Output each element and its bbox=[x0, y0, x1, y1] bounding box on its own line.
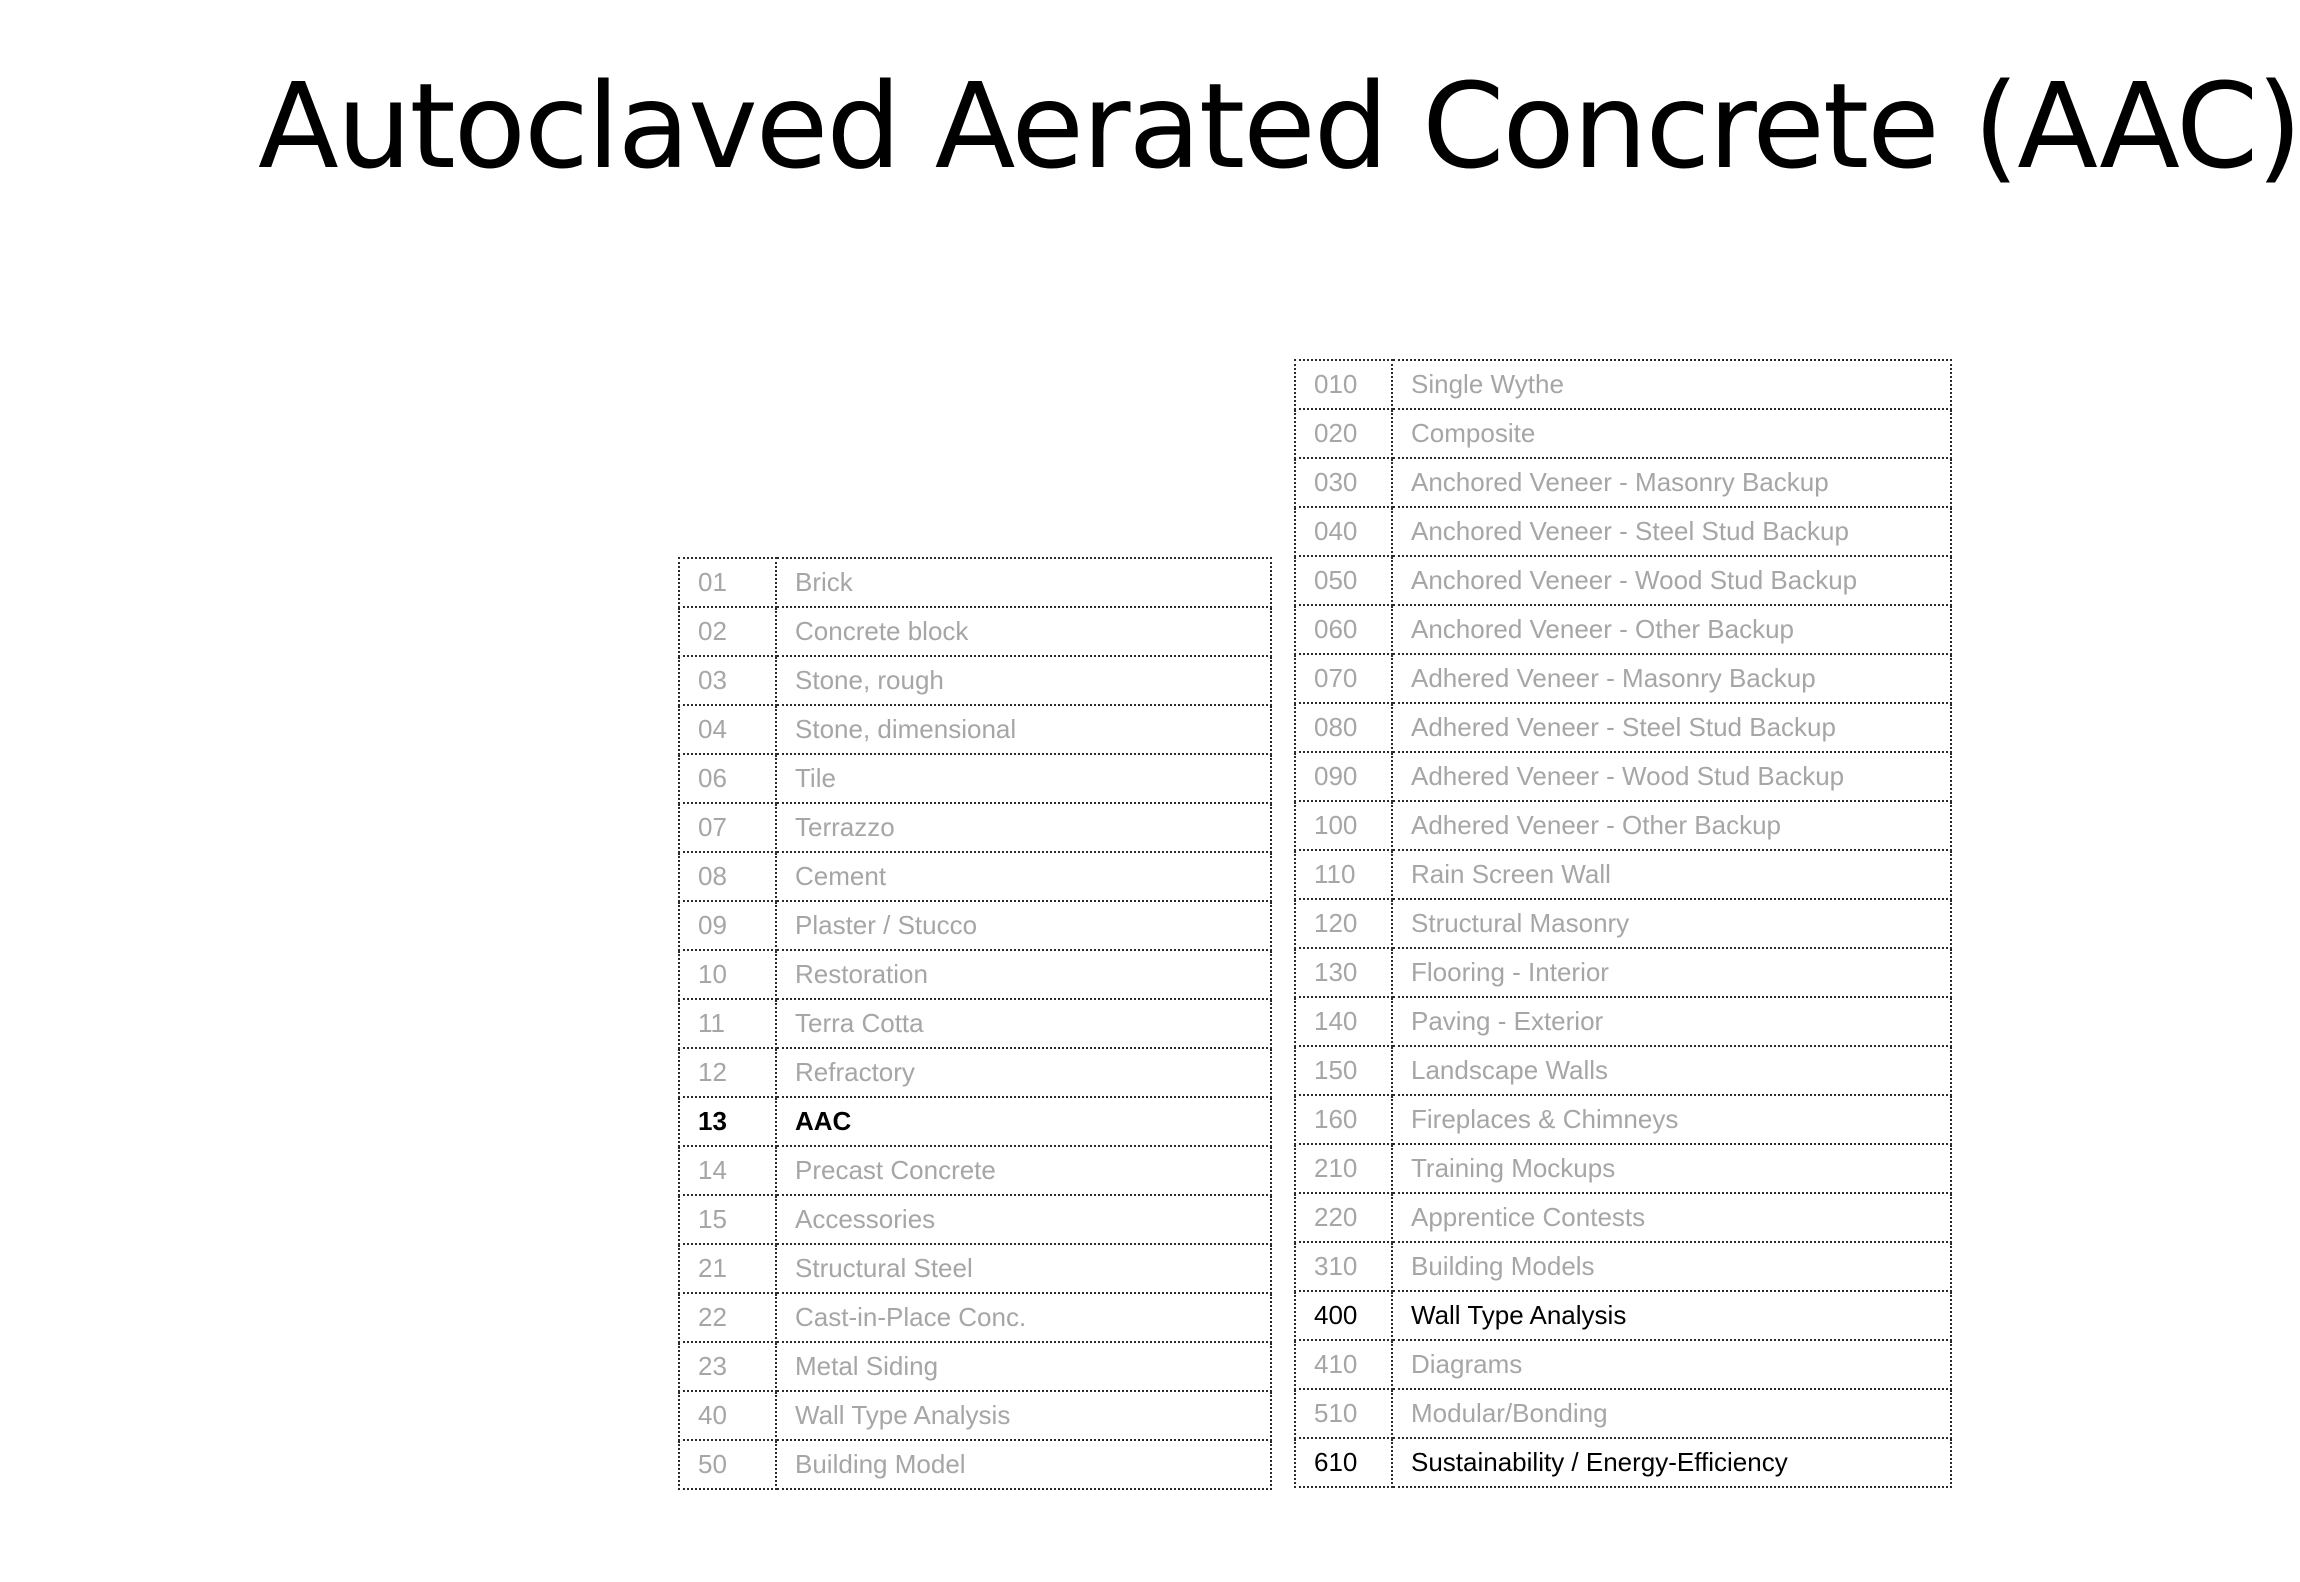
subcategory-row-code: 070 bbox=[1295, 654, 1392, 703]
category-row-label: Wall Type Analysis bbox=[776, 1391, 1271, 1440]
subcategory-row-label: Flooring - Interior bbox=[1392, 948, 1951, 997]
category-row-label: Cast-in-Place Conc. bbox=[776, 1293, 1271, 1342]
category-table bbox=[678, 557, 1272, 1490]
subcategory-row[interactable] bbox=[1295, 752, 1951, 801]
category-row[interactable] bbox=[679, 803, 1271, 852]
subcategory-row-code: 140 bbox=[1295, 997, 1392, 1046]
category-row-code: 50 bbox=[679, 1440, 776, 1489]
subcategory-row-code: 090 bbox=[1295, 752, 1392, 801]
subcategory-table-body bbox=[1295, 360, 1951, 1487]
subcategory-row-code: 130 bbox=[1295, 948, 1392, 997]
subcategory-row-code: 310 bbox=[1295, 1242, 1392, 1291]
subcategory-table bbox=[1294, 359, 1952, 1488]
subcategory-row-code: 050 bbox=[1295, 556, 1392, 605]
subcategory-row-code: 010 bbox=[1295, 360, 1392, 409]
category-row[interactable] bbox=[679, 1146, 1271, 1195]
subcategory-row-label: Building Models bbox=[1392, 1242, 1951, 1291]
category-row-code: 06 bbox=[679, 754, 776, 803]
category-row-label: Restoration bbox=[776, 950, 1271, 999]
category-row[interactable] bbox=[679, 1244, 1271, 1293]
category-row[interactable] bbox=[679, 901, 1271, 950]
subcategory-row-label: Rain Screen Wall bbox=[1392, 850, 1951, 899]
subcategory-row-label: Apprentice Contests bbox=[1392, 1193, 1951, 1242]
subcategory-row-label: Adhered Veneer - Steel Stud Backup bbox=[1392, 703, 1951, 752]
category-table-body bbox=[679, 558, 1271, 1489]
subcategory-row[interactable] bbox=[1295, 703, 1951, 752]
subcategory-row[interactable] bbox=[1295, 360, 1951, 409]
subcategory-row-label: Composite bbox=[1392, 409, 1951, 458]
subcategory-row-code: 510 bbox=[1295, 1389, 1392, 1438]
subcategory-row-code: 020 bbox=[1295, 409, 1392, 458]
subcategory-row[interactable] bbox=[1295, 1291, 1951, 1340]
subcategory-row-code: 060 bbox=[1295, 605, 1392, 654]
subcategory-row-label: Sustainability / Energy-Efficiency bbox=[1392, 1438, 1951, 1487]
subcategory-row[interactable] bbox=[1295, 801, 1951, 850]
subcategory-row-code: 410 bbox=[1295, 1340, 1392, 1389]
subcategory-row-label: Training Mockups bbox=[1392, 1144, 1951, 1193]
subcategory-row-label: Anchored Veneer - Wood Stud Backup bbox=[1392, 556, 1951, 605]
category-row[interactable] bbox=[679, 1097, 1271, 1146]
subcategory-row[interactable] bbox=[1295, 409, 1951, 458]
category-row-code: 23 bbox=[679, 1342, 776, 1391]
category-row-code: 09 bbox=[679, 901, 776, 950]
subcategory-row-label: Diagrams bbox=[1392, 1340, 1951, 1389]
category-row-label: Terrazzo bbox=[776, 803, 1271, 852]
subcategory-row-code: 400 bbox=[1295, 1291, 1392, 1340]
category-row[interactable] bbox=[679, 1391, 1271, 1440]
category-row-code: 21 bbox=[679, 1244, 776, 1293]
subcategory-row-code: 110 bbox=[1295, 850, 1392, 899]
subcategory-row-label: Adhered Veneer - Masonry Backup bbox=[1392, 654, 1951, 703]
subcategory-row[interactable] bbox=[1295, 1438, 1951, 1487]
subcategory-row[interactable] bbox=[1295, 997, 1951, 1046]
subcategory-row[interactable] bbox=[1295, 507, 1951, 556]
category-row-code: 11 bbox=[679, 999, 776, 1048]
category-row-label: Brick bbox=[776, 558, 1271, 607]
category-row-code: 22 bbox=[679, 1293, 776, 1342]
subcategory-row-code: 100 bbox=[1295, 801, 1392, 850]
subcategory-row[interactable] bbox=[1295, 899, 1951, 948]
category-row-code: 14 bbox=[679, 1146, 776, 1195]
subcategory-row[interactable] bbox=[1295, 1144, 1951, 1193]
category-row[interactable] bbox=[679, 1048, 1271, 1097]
subcategory-row-label: Paving - Exterior bbox=[1392, 997, 1951, 1046]
category-row-label: Terra Cotta bbox=[776, 999, 1271, 1048]
subcategory-row[interactable] bbox=[1295, 605, 1951, 654]
page-title: Autoclaved Aerated Concrete (AAC) bbox=[258, 57, 2300, 195]
subcategory-row[interactable] bbox=[1295, 1193, 1951, 1242]
subcategory-row-code: 040 bbox=[1295, 507, 1392, 556]
category-row-label: Structural Steel bbox=[776, 1244, 1271, 1293]
subcategory-row-label: Anchored Veneer - Other Backup bbox=[1392, 605, 1951, 654]
category-row-code: 03 bbox=[679, 656, 776, 705]
category-row[interactable] bbox=[679, 558, 1271, 607]
category-row[interactable] bbox=[679, 705, 1271, 754]
category-row-label: Building Model bbox=[776, 1440, 1271, 1489]
subcategory-row-code: 610 bbox=[1295, 1438, 1392, 1487]
subcategory-row[interactable] bbox=[1295, 1242, 1951, 1291]
subcategory-row-label: Landscape Walls bbox=[1392, 1046, 1951, 1095]
subcategory-row-code: 160 bbox=[1295, 1095, 1392, 1144]
category-row-label: Accessories bbox=[776, 1195, 1271, 1244]
subcategory-row-label: Modular/Bonding bbox=[1392, 1389, 1951, 1438]
subcategory-row[interactable] bbox=[1295, 1389, 1951, 1438]
subcategory-row-code: 080 bbox=[1295, 703, 1392, 752]
category-row-label: Refractory bbox=[776, 1048, 1271, 1097]
category-row[interactable] bbox=[679, 852, 1271, 901]
subcategory-row-label: Anchored Veneer - Steel Stud Backup bbox=[1392, 507, 1951, 556]
subcategory-row-code: 030 bbox=[1295, 458, 1392, 507]
category-row[interactable] bbox=[679, 754, 1271, 803]
category-row[interactable] bbox=[679, 999, 1271, 1048]
subcategory-row-label: Adhered Veneer - Wood Stud Backup bbox=[1392, 752, 1951, 801]
category-row[interactable] bbox=[679, 950, 1271, 999]
subcategory-row-code: 220 bbox=[1295, 1193, 1392, 1242]
category-row[interactable] bbox=[679, 607, 1271, 656]
category-row-label: AAC bbox=[776, 1097, 1271, 1146]
category-row-label: Metal Siding bbox=[776, 1342, 1271, 1391]
subcategory-row-label: Adhered Veneer - Other Backup bbox=[1392, 801, 1951, 850]
subcategory-row[interactable] bbox=[1295, 556, 1951, 605]
category-row-label: Precast Concrete bbox=[776, 1146, 1271, 1195]
category-row-code: 02 bbox=[679, 607, 776, 656]
subcategory-row-label: Fireplaces & Chimneys bbox=[1392, 1095, 1951, 1144]
subcategory-row[interactable] bbox=[1295, 458, 1951, 507]
category-row-code: 15 bbox=[679, 1195, 776, 1244]
category-row[interactable] bbox=[679, 1293, 1271, 1342]
subcategory-row[interactable] bbox=[1295, 1046, 1951, 1095]
subcategory-row[interactable] bbox=[1295, 654, 1951, 703]
category-row[interactable] bbox=[679, 656, 1271, 705]
category-row[interactable] bbox=[679, 1195, 1271, 1244]
category-row-label: Plaster / Stucco bbox=[776, 901, 1271, 950]
subcategory-row[interactable] bbox=[1295, 948, 1951, 997]
category-row-label: Concrete block bbox=[776, 607, 1271, 656]
category-row-code: 12 bbox=[679, 1048, 776, 1097]
subcategory-row-code: 210 bbox=[1295, 1144, 1392, 1193]
subcategory-row[interactable] bbox=[1295, 850, 1951, 899]
category-row-label: Cement bbox=[776, 852, 1271, 901]
category-row-code: 04 bbox=[679, 705, 776, 754]
subcategory-row-code: 120 bbox=[1295, 899, 1392, 948]
subcategory-row-code: 150 bbox=[1295, 1046, 1392, 1095]
category-row[interactable] bbox=[679, 1342, 1271, 1391]
subcategory-row[interactable] bbox=[1295, 1340, 1951, 1389]
category-row-code: 13 bbox=[679, 1097, 776, 1146]
subcategory-row-label: Anchored Veneer - Masonry Backup bbox=[1392, 458, 1951, 507]
category-row-code: 01 bbox=[679, 558, 776, 607]
category-row-code: 10 bbox=[679, 950, 776, 999]
category-row-label: Tile bbox=[776, 754, 1271, 803]
subcategory-row-label: Wall Type Analysis bbox=[1392, 1291, 1951, 1340]
subcategory-row[interactable] bbox=[1295, 1095, 1951, 1144]
category-row-code: 08 bbox=[679, 852, 776, 901]
subcategory-row-label: Structural Masonry bbox=[1392, 899, 1951, 948]
category-row-label: Stone, dimensional bbox=[776, 705, 1271, 754]
category-row-code: 07 bbox=[679, 803, 776, 852]
category-row[interactable] bbox=[679, 1440, 1271, 1489]
category-row-code: 40 bbox=[679, 1391, 776, 1440]
subcategory-row-label: Single Wythe bbox=[1392, 360, 1951, 409]
category-row-label: Stone, rough bbox=[776, 656, 1271, 705]
